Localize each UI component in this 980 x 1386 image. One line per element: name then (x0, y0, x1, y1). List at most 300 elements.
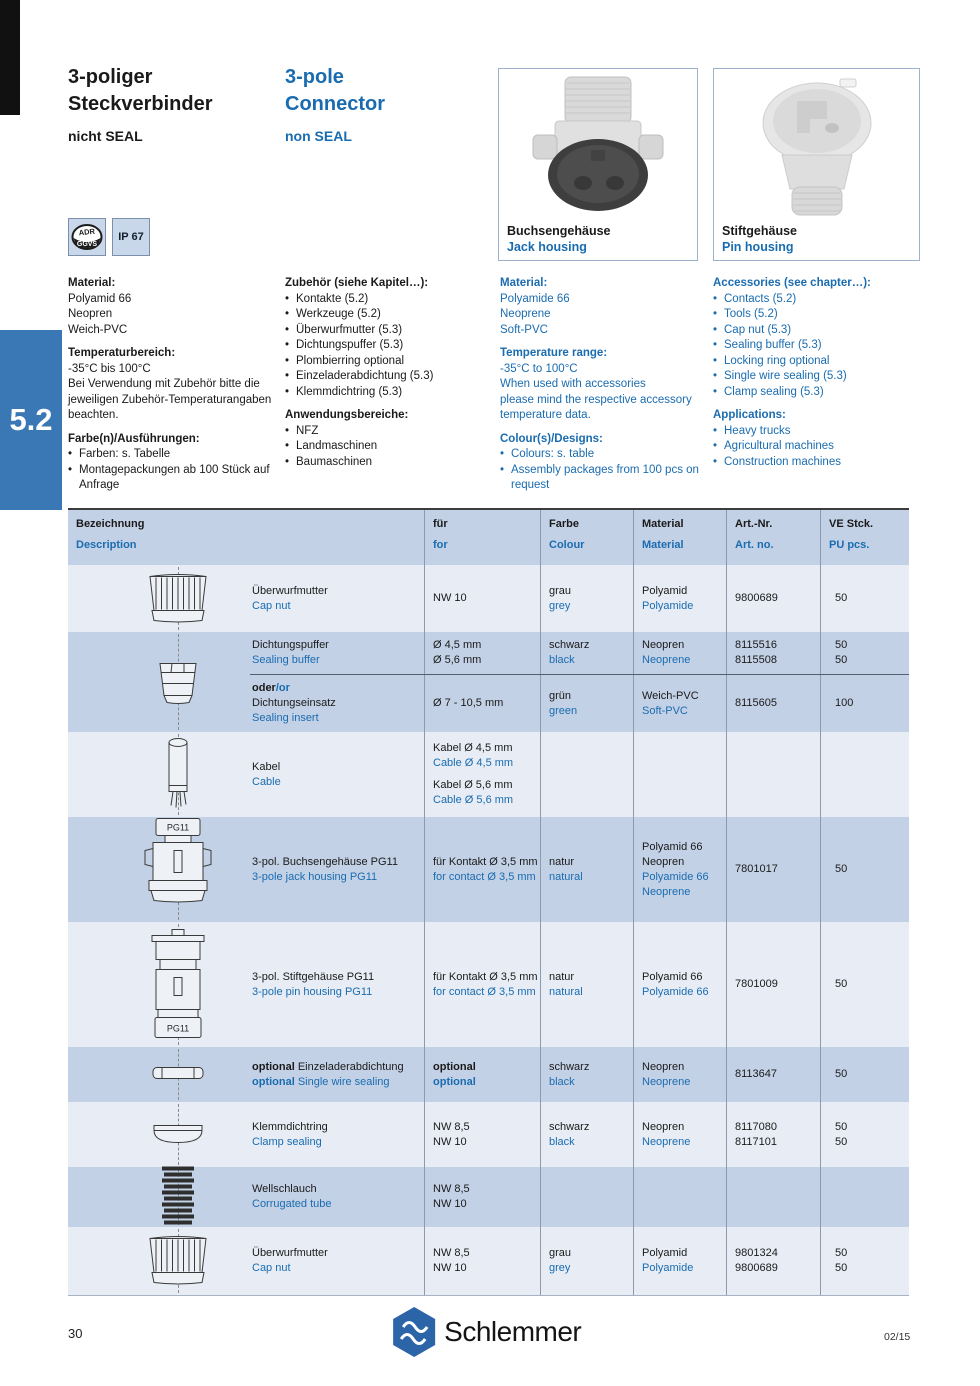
bullet-icon: • (713, 424, 718, 437)
info-block (500, 432, 707, 494)
info-line: Weich-PVC (68, 323, 128, 336)
info-column-material-en (500, 276, 707, 494)
cell-text-line: Polyamid (642, 1247, 688, 1259)
bullet-text: Contacts (5.2) (724, 292, 797, 305)
illustration-cell (68, 817, 250, 922)
cell-text-line: Sealing insert (252, 712, 319, 724)
table-cell-mat (633, 1227, 726, 1295)
cell-text-line: 50 (835, 863, 848, 875)
table-cell-art (726, 922, 820, 1047)
brand-name: Schlemmer (444, 1316, 582, 1347)
bullet-item (500, 463, 707, 494)
cell-text-line: 8115508 (735, 654, 778, 666)
info-block-heading: Farbe(n)/Ausführungen: (68, 432, 200, 445)
table-cell-ve (820, 632, 909, 674)
cell-text-line: grey (549, 599, 571, 612)
band-rows (250, 1102, 909, 1167)
illustration-cell (68, 565, 250, 632)
table-cell-fuer (424, 817, 540, 922)
table-cell-desc (250, 1047, 424, 1102)
cell-text-line: für Kontakt Ø 3,5 mm (433, 970, 538, 983)
table-cell-fuer (424, 675, 540, 732)
column-header-de: VE Stck. (829, 518, 874, 530)
bullet-item (500, 447, 707, 463)
info-block-heading: Material: (68, 277, 116, 289)
column-header (633, 510, 726, 565)
cell-text-line: Cable (252, 775, 281, 788)
corner-bar (0, 0, 20, 115)
subtitle-de: nicht SEAL (68, 128, 143, 144)
info-line: Neopren (68, 308, 113, 320)
product-band (68, 1227, 909, 1295)
info-block (713, 408, 918, 470)
table-cell-fuer (424, 1167, 540, 1227)
illustration-cell (68, 732, 250, 817)
table-cell-mat (633, 565, 726, 632)
bullet-icon: • (285, 339, 290, 351)
column-header-de: Art.-Nr. (735, 518, 773, 530)
title-de-line1: 3-poliger (68, 66, 153, 88)
info-line: beachten. (68, 409, 119, 421)
cell-text-line: Weich-PVC (642, 689, 699, 702)
cell-text-line: 8113647 (735, 1068, 778, 1080)
illustration-cell (68, 632, 250, 732)
bullet-icon: • (713, 354, 718, 367)
bullet-icon: • (285, 440, 290, 452)
table-cell-art (726, 732, 820, 817)
bullet-text: Dichtungspuffer (5.3) (296, 339, 404, 351)
bullet-item (713, 439, 918, 455)
info-block-heading: Temperature range: (500, 347, 608, 359)
info-line: Polyamid 66 (68, 292, 132, 305)
cell-text-line: 3-pol. Stiftgehäuse PG11 (252, 970, 375, 983)
bullet-item (285, 323, 495, 339)
cell-text-line: optional Einzeladerabdichtung (252, 1060, 404, 1073)
adr-ggvs-logo-icon (71, 222, 103, 252)
cell-text-line: 100 (835, 697, 854, 709)
cell-text-line: NW 10 (433, 1262, 467, 1274)
table-cell-fuer (424, 732, 540, 817)
pin-housing-photo-box (713, 68, 920, 261)
product-band (68, 632, 909, 732)
cell-text-line: Soft-PVC (642, 704, 688, 717)
bullet-icon: • (713, 323, 718, 336)
cell-text-line: Polyamide 66 (642, 870, 709, 883)
jack-housing-photo-box (498, 68, 698, 261)
cell-text-line: natural (549, 985, 583, 998)
table-cell-art (726, 1167, 820, 1227)
info-line: When used with accessories (500, 378, 646, 390)
cell-text-line: 9800689 (735, 592, 778, 604)
product-band (68, 1167, 909, 1227)
bullet-icon: • (285, 308, 290, 320)
info-line: -35°C bis 100°C (68, 362, 151, 375)
bullet-icon: • (713, 455, 718, 468)
table-cell-art (726, 632, 820, 674)
brand-logo (391, 1306, 581, 1358)
cable-illustration-icon (165, 735, 191, 814)
table-cell-ve (820, 1047, 909, 1102)
single-wire-seal-illustration-icon (149, 1064, 207, 1085)
info-block (68, 432, 280, 494)
cell-text-line: für Kontakt Ø 3,5 mm (433, 855, 538, 868)
cell-text-line: 8117080 (735, 1120, 778, 1133)
cell-text-line: 3-pol. Buchsengehäuse PG11 (252, 855, 398, 868)
cell-text-line: Dichtungspuffer (252, 639, 329, 651)
bullet-icon: • (285, 455, 290, 468)
table-row (250, 565, 909, 632)
table-cell-mat (633, 675, 726, 732)
table-cell-ve (820, 922, 909, 1047)
cell-text-line: Neoprene (642, 654, 691, 666)
cell-text-line: Cable Ø 5,6 mm (433, 794, 514, 806)
bullet-text: Tools (5.2) (724, 308, 778, 320)
column-header (820, 510, 909, 565)
info-block (713, 276, 918, 400)
table-row (250, 632, 909, 674)
table-cell-ve (820, 1167, 909, 1227)
bullet-icon: • (713, 339, 718, 351)
pin-housing-caption (722, 223, 797, 255)
band-rows (250, 1047, 909, 1102)
svg-text:PG11: PG11 (166, 822, 190, 832)
table-cell-ve (820, 1102, 909, 1167)
info-line: please mind the respective accessory (500, 393, 692, 406)
band-rows (250, 732, 909, 817)
column-header-de: Farbe (549, 518, 579, 530)
table-cell-farbe (540, 817, 633, 922)
illustration-cell (68, 1167, 250, 1227)
clamp-seal-illustration-icon (149, 1121, 207, 1148)
cell-text-line: Ø 5,6 mm (433, 654, 482, 666)
info-line: Polyamide 66 (500, 292, 570, 305)
issue-date: 02/15 (884, 1331, 911, 1343)
table-cell-farbe (540, 1102, 633, 1167)
svg-text:PG11: PG11 (166, 1023, 190, 1033)
info-block (68, 276, 280, 338)
table-cell-mat (633, 1167, 726, 1227)
bullet-item (285, 439, 495, 455)
bullet-text: Plombierring optional (296, 354, 405, 367)
info-column-material-de (68, 276, 280, 494)
bullet-item (713, 455, 918, 471)
cell-text-line: schwarz (549, 639, 590, 651)
info-block-heading: Temperaturbereich: (68, 347, 176, 359)
bullet-icon: • (285, 354, 290, 367)
section-tab (0, 330, 62, 510)
bullet-text: Locking ring optional (724, 354, 830, 367)
cell-text-line: Polyamid (642, 584, 688, 597)
info-block-heading: Zubehör (siehe Kapitel…): (285, 277, 429, 289)
table-cell-art (726, 817, 820, 922)
cell-text-line: oder/or (252, 682, 290, 694)
bullet-text: Werkzeuge (5.2) (296, 308, 381, 320)
table-cell-ve (820, 1227, 909, 1295)
column-header-en: Art. no. (735, 539, 774, 551)
subtitle-en: non SEAL (285, 128, 352, 144)
cell-text-line: Neopren (642, 1120, 685, 1133)
bullet-item (713, 338, 918, 354)
bullet-item (713, 369, 918, 385)
cell-text-line: 8115605 (735, 697, 778, 709)
bullet-item (713, 292, 918, 308)
cell-text-line: 50 (835, 639, 848, 651)
corrugated-tube-illustration-icon (156, 1164, 200, 1231)
pin-housing-caption-de: Stiftgehäuse (722, 224, 798, 238)
bullet-icon: • (713, 308, 718, 320)
cell-text-line: 9801324 (735, 1247, 778, 1259)
cell-text-line: 50 (835, 1262, 848, 1274)
table-row (250, 732, 909, 817)
cap-nut-illustration-icon (142, 570, 214, 627)
cell-text-line: 7801009 (735, 978, 778, 990)
cell-text-line: 8117101 (735, 1135, 778, 1148)
bullet-icon: • (713, 370, 718, 382)
table-cell-fuer (424, 632, 540, 674)
product-table (68, 508, 909, 1296)
bullet-text: Colours: s. table (511, 448, 595, 460)
info-block (285, 276, 495, 400)
bullet-icon: • (713, 440, 718, 452)
cell-text-line: 50 (835, 592, 848, 604)
info-block-heading: Accessories (see chapter…): (713, 277, 871, 289)
title-de-line2: Steckverbinder (68, 93, 213, 115)
info-line: Soft-PVC (500, 323, 548, 336)
cell-text-line: Ø 4,5 mm (433, 639, 482, 651)
product-band (68, 1102, 909, 1167)
column-header-de: Bezeichnung (76, 518, 145, 530)
column-header-en: Colour (549, 539, 585, 551)
table-cell-art (726, 565, 820, 632)
ip67-label: IP 67 (118, 231, 144, 243)
bullet-icon: • (68, 448, 73, 460)
info-column-zubehoer-de (285, 276, 495, 470)
certification-badges (68, 218, 150, 256)
illustration-cell (68, 1047, 250, 1102)
cell-text-line: grau (549, 584, 572, 597)
info-line: jeweiligen Zubehör-Temperaturangaben (68, 393, 272, 406)
table-header-row (68, 510, 909, 565)
table-cell-mat (633, 1102, 726, 1167)
bullet-item (285, 455, 495, 471)
cell-text-line: Neoprene (642, 1135, 691, 1148)
table-cell-mat (633, 632, 726, 674)
bullet-item (713, 307, 918, 323)
table-cell-art (726, 1047, 820, 1102)
sealing-insert-illustration-icon (150, 656, 206, 709)
illustration-cell (68, 1102, 250, 1167)
table-cell-mat (633, 1047, 726, 1102)
cell-text-line: Neoprene (642, 885, 691, 898)
cell-text-line: optional Single wire sealing (252, 1075, 390, 1088)
cell-text-line: Clamp sealing (252, 1135, 322, 1148)
bullet-text: Construction machines (724, 455, 841, 468)
table-row (250, 1167, 909, 1227)
column-header-de: für (433, 518, 448, 530)
bullet-text: Assembly packages from 100 pcs on request (511, 463, 699, 491)
table-cell-fuer (424, 565, 540, 632)
info-line: Neoprene (500, 308, 551, 320)
cell-text-line: black (549, 654, 575, 666)
cell-text-line: Neoprene (642, 1075, 691, 1088)
table-row (250, 674, 909, 732)
column-header (424, 510, 540, 565)
bullet-item (713, 424, 918, 440)
bullet-item (68, 463, 280, 494)
cell-text-line: Kabel (252, 760, 281, 773)
info-block (500, 276, 707, 338)
bullet-text: Agricultural machines (724, 440, 834, 452)
cell-text-line: Polyamid 66 (642, 840, 703, 853)
bullet-text: Single wire sealing (5.3) (724, 370, 847, 382)
ip67-badge (112, 218, 150, 256)
bullet-text: Baumaschinen (296, 455, 373, 468)
cell-text-line: NW 8,5 (433, 1183, 470, 1195)
cell-text-line: black (549, 1135, 575, 1148)
bullet-text: Landmaschinen (296, 440, 378, 452)
cell-text-line: Cable Ø 4,5 mm (433, 757, 514, 769)
bullet-text: Cap nut (5.3) (724, 323, 792, 336)
bullet-text: Clamp sealing (5.3) (724, 385, 824, 398)
cell-text-line: Cap nut (252, 599, 291, 612)
cell-text-line: NW 10 (433, 1135, 467, 1148)
bullet-text: Überwurfmutter (5.3) (296, 323, 403, 336)
table-cell-desc (250, 817, 424, 922)
jack-housing-photo (499, 71, 697, 217)
bullet-item (285, 424, 495, 440)
bullet-text: Einzeladerabdichtung (5.3) (296, 370, 434, 382)
jack-housing-image-icon (503, 71, 693, 217)
bullet-text: Montagepackungen ab 100 Stück auf Anfrage (79, 463, 270, 491)
info-block-heading: Material: (500, 277, 548, 289)
page-number: 30 (68, 1326, 83, 1341)
info-line: temperature data. (500, 409, 591, 421)
table-cell-ve (820, 732, 909, 817)
table-cell-fuer (424, 1047, 540, 1102)
bullet-icon: • (68, 463, 73, 476)
table-cell-desc (250, 675, 424, 732)
table-cell-farbe (540, 565, 633, 632)
title-en-line2: Connector (285, 93, 385, 115)
table-cell-art (726, 1227, 820, 1295)
cell-text-line: NW 8,5 (433, 1120, 470, 1133)
bullet-icon: • (285, 385, 290, 398)
table-cell-art (726, 1102, 820, 1167)
bullet-item (713, 385, 918, 401)
cell-text-line: 50 (835, 1247, 848, 1259)
cell-text-line: 3-pole jack housing PG11 (252, 870, 378, 883)
cell-text-line: schwarz (549, 1060, 590, 1073)
cell-text-line: grau (549, 1247, 572, 1259)
bullet-text: Sealing buffer (5.3) (724, 339, 822, 351)
jack-housing-illustration-icon (138, 816, 218, 923)
table-cell-ve (820, 565, 909, 632)
column-header-en: for (433, 539, 448, 551)
title-en-line1: 3-pole (285, 66, 344, 88)
cell-text-line: schwarz (549, 1120, 590, 1133)
table-row (250, 922, 909, 1047)
cell-text-line: Kabel Ø 5,6 mm (433, 779, 513, 791)
pin-housing-caption-en: Pin housing (722, 240, 794, 254)
product-band (68, 1047, 909, 1102)
cell-text-line: 50 (835, 1135, 848, 1148)
bullet-item (285, 385, 495, 401)
table-cell-farbe (540, 675, 633, 732)
cell-text-line: Ø 7 - 10,5 mm (433, 697, 504, 709)
table-row (250, 1227, 909, 1295)
cell-text-line: Polyamide 66 (642, 985, 709, 998)
table-row (250, 1047, 909, 1102)
product-band (68, 922, 909, 1047)
table-cell-art (726, 675, 820, 732)
svg-text:GGVS: GGVS (76, 241, 98, 248)
section-number: 5.2 (9, 402, 53, 437)
jack-housing-caption-de: Buchsengehäuse (507, 224, 611, 238)
cell-text-line: 9800689 (735, 1262, 778, 1274)
cell-text-line: Cap nut (252, 1262, 291, 1274)
bullet-item (285, 369, 495, 385)
info-column-accessories-en (713, 276, 918, 470)
table-cell-desc (250, 565, 424, 632)
bullet-text: Kontakte (5.2) (296, 292, 369, 305)
bullet-icon: • (500, 463, 505, 476)
table-cell-farbe (540, 1167, 633, 1227)
table-cell-desc (250, 732, 424, 817)
cell-text-line: optional (433, 1075, 476, 1088)
table-cell-desc (250, 1102, 424, 1167)
info-line: -35°C to 100°C (500, 362, 578, 375)
cell-text-line: Neopren (642, 639, 685, 651)
jack-housing-caption-en: Jack housing (507, 240, 587, 254)
schlemmer-hexagon-icon (391, 1306, 437, 1358)
cell-text-line: 50 (835, 654, 848, 666)
title-english (285, 64, 500, 144)
table-row (250, 1102, 909, 1167)
column-header (726, 510, 820, 565)
bullet-icon: • (285, 292, 290, 305)
title-german (68, 64, 283, 144)
table-cell-farbe (540, 732, 633, 817)
bullet-icon: • (713, 385, 718, 398)
table-cell-fuer (424, 922, 540, 1047)
table-cell-desc (250, 1167, 424, 1227)
cell-text-line: 3-pole pin housing PG11 (252, 985, 373, 998)
bullet-text: Heavy trucks (724, 424, 791, 437)
cell-text-line: Polyamide (642, 1262, 694, 1274)
table-cell-mat (633, 732, 726, 817)
band-rows (250, 632, 909, 732)
cell-text-line: natur (549, 855, 575, 868)
bullet-item (285, 307, 495, 323)
band-rows (250, 565, 909, 632)
bullet-icon: • (713, 292, 718, 305)
table-row (250, 817, 909, 922)
cell-text-line: 7801017 (735, 863, 778, 875)
cell-text-line: Klemmdichtring (252, 1120, 328, 1133)
column-header (68, 510, 424, 565)
info-block-heading: Applications: (713, 409, 786, 421)
pin-housing-illustration-icon (138, 927, 218, 1042)
column-header-de: Material (642, 518, 684, 530)
bullet-item (68, 447, 280, 463)
table-cell-farbe (540, 1227, 633, 1295)
cell-text-line: NW 10 (433, 1198, 467, 1210)
cell-text-line: NW 8,5 (433, 1247, 470, 1259)
illustration-cell (68, 1227, 250, 1295)
product-band (68, 732, 909, 817)
bullet-icon: • (500, 448, 505, 460)
table-cell-ve (820, 817, 909, 922)
